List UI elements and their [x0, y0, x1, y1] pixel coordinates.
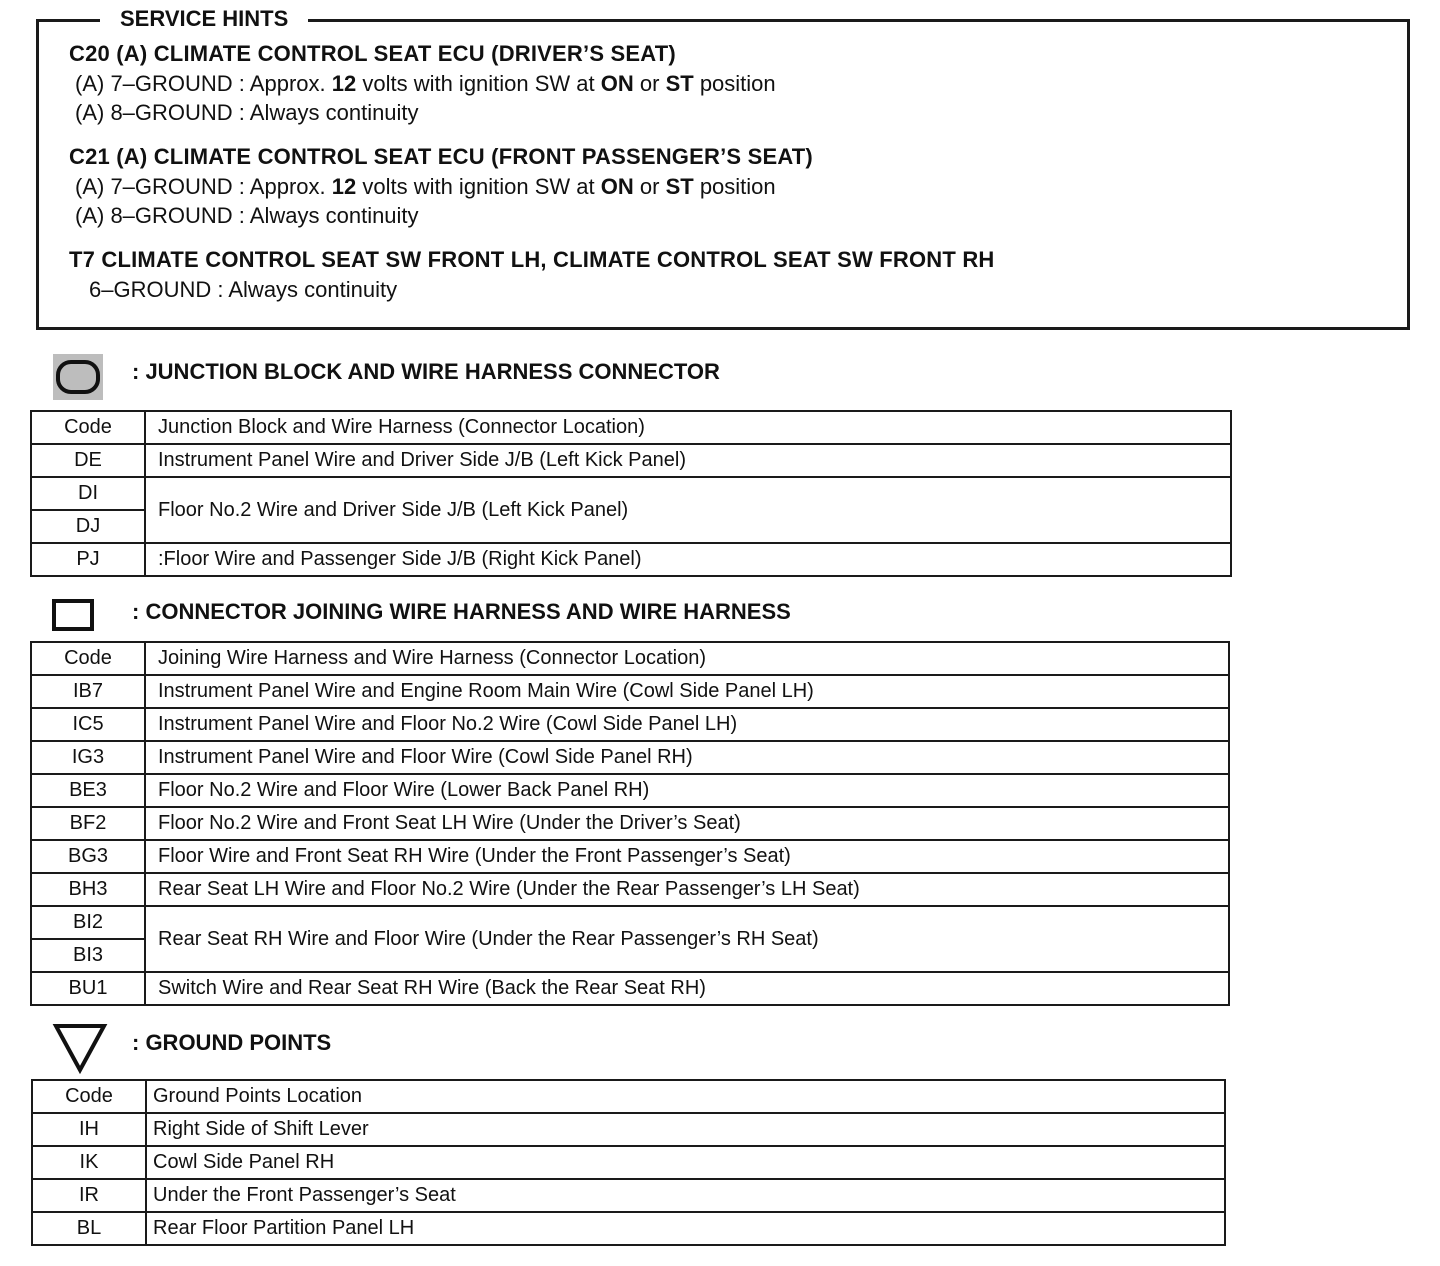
location-cell: Floor No.2 Wire and Driver Side J/B (Left Kick Panel)	[145, 477, 1231, 543]
junction-table	[30, 410, 1232, 577]
code-cell: BF2	[31, 807, 145, 840]
code-cell: BG3	[31, 840, 145, 873]
hint-heading: C21 (A) CLIMATE CONTROL SEAT ECU (FRONT PASSENGER’S SEAT)	[69, 144, 813, 169]
column-header-location: Joining Wire Harness and Wire Harness (Connector Location)	[145, 642, 1229, 675]
location-cell: Instrument Panel Wire and Floor Wire (Cowl Side Panel RH)	[145, 741, 1229, 774]
table-row	[31, 708, 1229, 741]
code-cell: IR	[32, 1179, 146, 1212]
location-cell: Cowl Side Panel RH	[146, 1146, 1225, 1179]
code-cell: IG3	[31, 741, 145, 774]
location-cell: Rear Seat LH Wire and Floor No.2 Wire (Under the Rear Passenger’s LH Seat)	[145, 873, 1229, 906]
hint-line: 6–GROUND : Always continuity	[89, 277, 398, 302]
location-cell: Instrument Panel Wire and Driver Side J/B (Left Kick Panel)	[145, 444, 1231, 477]
location-cell: :Floor Wire and Passenger Side J/B (Right Kick Panel)	[145, 543, 1231, 576]
table-row	[31, 840, 1229, 873]
code-cell: IK	[32, 1146, 146, 1179]
table-row	[31, 774, 1229, 807]
service-hints-title: SERVICE HINTS	[100, 5, 308, 33]
location-cell: Rear Seat RH Wire and Floor Wire (Under the Rear Passenger’s RH Seat)	[145, 906, 1229, 972]
hint-line: (A) 8–GROUND : Always continuity	[75, 100, 419, 125]
column-header-code: Code	[32, 1080, 146, 1113]
code-cell: BH3	[31, 873, 145, 906]
code-cell: BE3	[31, 774, 145, 807]
location-cell: Floor No.2 Wire and Front Seat LH Wire (Under the Driver’s Seat)	[145, 807, 1229, 840]
table-row	[32, 1113, 1225, 1146]
table-row	[31, 741, 1229, 774]
code-cell: DJ	[31, 510, 145, 543]
code-cell: BI3	[31, 939, 145, 972]
code-cell: IB7	[31, 675, 145, 708]
hint-group-c21	[69, 142, 813, 230]
location-cell: Floor Wire and Front Seat RH Wire (Under the Front Passenger’s Seat)	[145, 840, 1229, 873]
table-row	[31, 444, 1231, 477]
hint-line: (A) 8–GROUND : Always continuity	[75, 203, 419, 228]
location-cell: Instrument Panel Wire and Engine Room Main Wire (Cowl Side Panel LH)	[145, 675, 1229, 708]
location-cell: Floor No.2 Wire and Floor Wire (Lower Back Panel RH)	[145, 774, 1229, 807]
code-cell: IH	[32, 1113, 146, 1146]
location-cell: Rear Floor Partition Panel LH	[146, 1212, 1225, 1245]
section-label: : CONNECTOR JOINING WIRE HARNESS AND WIRE HARNESS	[132, 599, 791, 624]
table-header-row	[31, 642, 1229, 675]
code-cell: IC5	[31, 708, 145, 741]
code-cell: BU1	[31, 972, 145, 1005]
location-cell: Under the Front Passenger’s Seat	[146, 1179, 1225, 1212]
table-row	[31, 972, 1229, 1005]
code-cell: PJ	[31, 543, 145, 576]
hint-group-t7	[69, 245, 995, 304]
code-cell: BI2	[31, 906, 145, 939]
connector-icon	[52, 597, 96, 638]
section-label: : GROUND POINTS	[132, 1030, 332, 1055]
code-cell: DE	[31, 444, 145, 477]
column-header-location: Junction Block and Wire Harness (Connector Location)	[145, 411, 1231, 444]
location-cell: Instrument Panel Wire and Floor No.2 Wire (Cowl Side Panel LH)	[145, 708, 1229, 741]
table-row	[31, 543, 1231, 576]
table-row	[32, 1146, 1225, 1179]
table-row	[32, 1179, 1225, 1212]
ground-table	[31, 1079, 1226, 1246]
hint-heading: C20 (A) CLIMATE CONTROL SEAT ECU (DRIVER’S SEAT)	[69, 41, 676, 66]
code-cell: BL	[32, 1212, 146, 1245]
column-header-code: Code	[31, 642, 145, 675]
joining-table	[30, 641, 1230, 1006]
hint-line: (A) 7–GROUND : Approx. 12 volts with ignition SW at ON or ST position	[75, 71, 776, 96]
service-hints-box	[36, 19, 1410, 330]
location-cell: Switch Wire and Rear Seat RH Wire (Back the Rear Seat RH)	[145, 972, 1229, 1005]
column-header-location: Ground Points Location	[146, 1080, 1225, 1113]
section-label: : JUNCTION BLOCK AND WIRE HARNESS CONNECTOR	[132, 359, 720, 384]
table-row	[32, 1212, 1225, 1245]
code-cell: DI	[31, 477, 145, 510]
table-row	[31, 906, 1229, 939]
table-header-row	[32, 1080, 1225, 1113]
table-row	[31, 807, 1229, 840]
ground-triangle-icon	[52, 1022, 108, 1079]
table-row	[31, 477, 1231, 510]
table-header-row	[31, 411, 1231, 444]
table-row	[31, 675, 1229, 708]
hint-line: (A) 7–GROUND : Approx. 12 volts with ignition SW at ON or ST position	[75, 174, 776, 199]
hint-group-c20	[69, 39, 776, 127]
hint-heading: T7 CLIMATE CONTROL SEAT SW FRONT LH, CLIMATE CONTROL SEAT SW FRONT RH	[69, 247, 995, 272]
table-row	[31, 873, 1229, 906]
location-cell: Right Side of Shift Lever	[146, 1113, 1225, 1146]
column-header-code: Code	[31, 411, 145, 444]
junction-block-icon	[52, 353, 104, 406]
